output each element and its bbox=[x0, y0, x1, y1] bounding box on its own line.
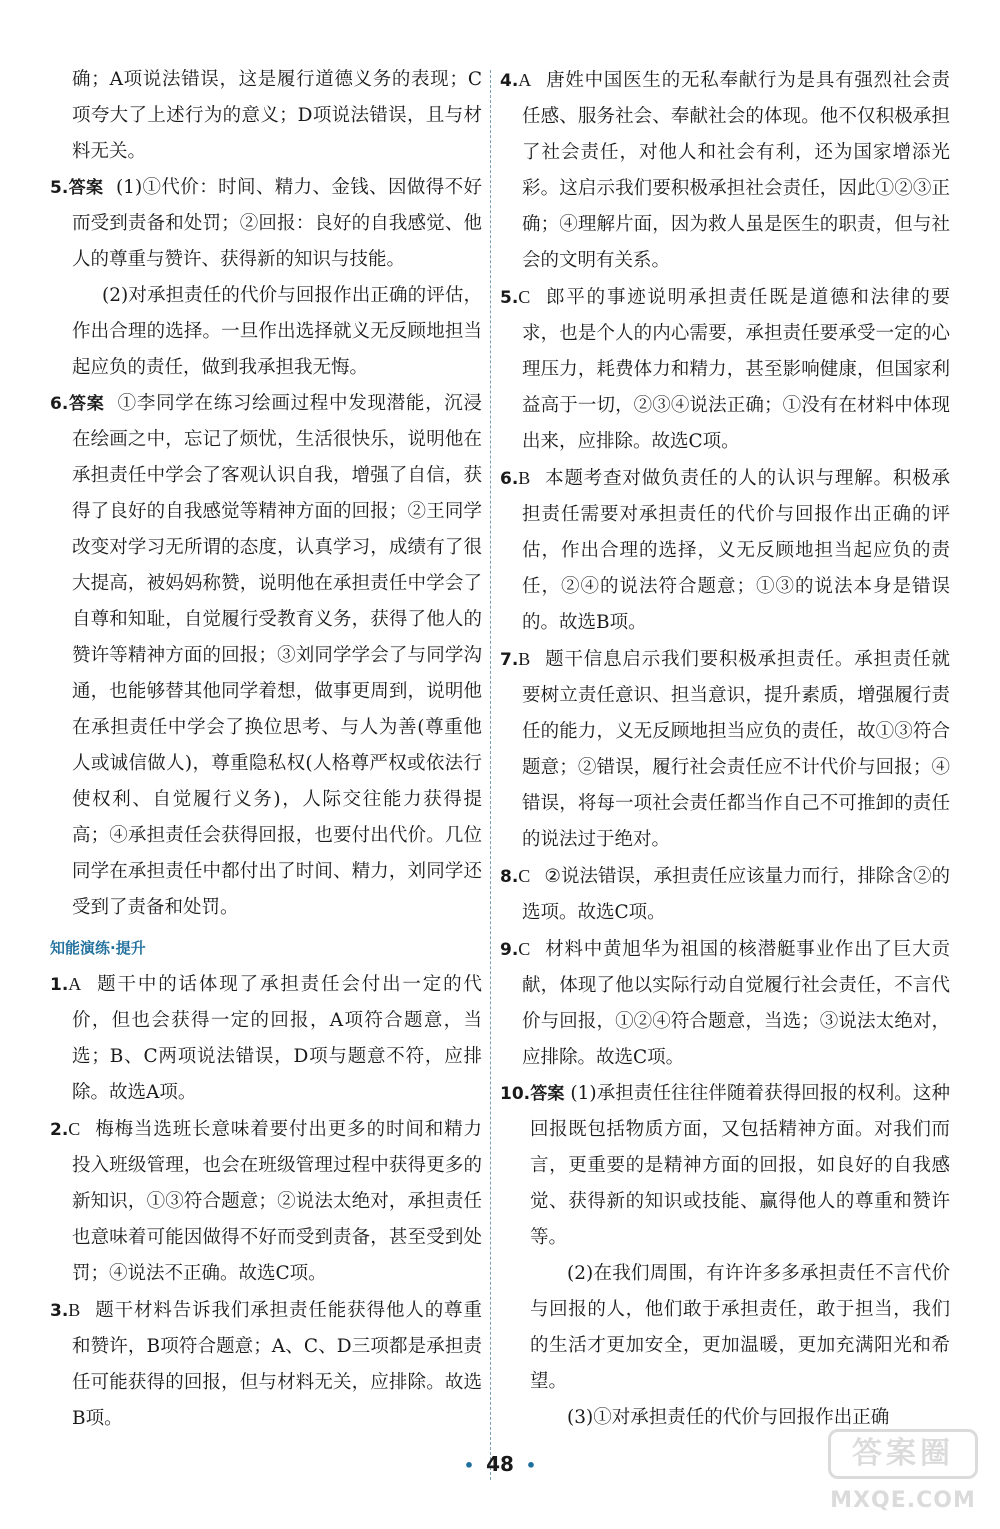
answer-explanation: 材料中黄旭华为祖国的核潜艇事业作出了巨大贡献，体现了他以实际行动自觉履行社会责任，不言代价与回报，①②④符合题意，当选；③说法太绝对，应排除。故选C项。 bbox=[522, 939, 950, 1068]
answer-item bbox=[500, 858, 950, 931]
answer-explanation: 本题考查对做负责任的人的认识与理解。积极承担责任需要对承担责任的代价与回报作出正确的评估，作出合理的选择，义无反顾地担当起应负的责任，②④的说法符合题意；①③的说法本身是错误的。故选B项。 bbox=[522, 468, 950, 633]
watermark-url: MXQE.COM bbox=[830, 1488, 976, 1513]
answer-10-part-2: (2)在我们周围，有许许多多承担责任不言代价与回报的人，他们敢于承担责任，敢于担当，我们的生活才更加安全，更加温暖，更加充满阳光和希望。 bbox=[530, 1263, 950, 1392]
question-number: 2. bbox=[50, 1120, 69, 1140]
question-number: 6. bbox=[500, 469, 519, 489]
answer-item bbox=[50, 1111, 482, 1292]
answer-explanation: ②说法错误，承担责任应该量力而行，排除含②的选项。故选C项。 bbox=[522, 866, 950, 923]
answer-option: B bbox=[68, 1300, 81, 1320]
column-divider bbox=[490, 70, 491, 1480]
answer-explanation: 题干中的话体现了承担责任会付出一定的代价，但也会获得一定的回报，A项符合题意，当选；B、C两项说法错误，D项与题意不符，应排除。故选A项。 bbox=[72, 974, 482, 1103]
answer-item bbox=[50, 1292, 482, 1437]
answer-6-text: ①李同学在练习绘画过程中发现潜能，沉浸在绘画之中，忘记了烦忧，生活很快乐，说明他在承担责任中学会了客观认识自我，增强了自信，获得了良好的自我感觉等精神方面的回报；②王同学改变对学习无所谓的态度，认真学习，成绩有了很大提高，被妈妈称赞，说明他在承担责任中学会了自尊和知耻，自觉履行受教育义务，获得了他人的赞许等精神方面的回报；③刘同学学会了与同学沟通，也能够替其他同学着想，做事更周到，说明他在承担责任中学会了换位思考、与人为善(尊重他人或诚信做人)，尊重隐私权(人格尊严权或依法行使权利、自觉履行义务)，人际交往能力获得提高；④承担责任会获得回报，也要付出代价。几位同学在承担责任中都付出了时间、精力，刘同学还受到了责备和处罚。 bbox=[72, 393, 483, 918]
question-number: 6. bbox=[50, 394, 69, 414]
answer-option: C bbox=[68, 1119, 81, 1139]
question-number: 5. bbox=[500, 288, 519, 308]
question-number: 10. bbox=[500, 1084, 531, 1104]
answer-option: A bbox=[68, 974, 82, 994]
answer-explanation: 唐姓中国医生的无私奉献行为是具有强烈社会责任感、服务社会、奉献社会的体现。他不仅积极承担了社会责任，对他人和社会有利，还为国家增添光彩。这启示我们要积极承担社会责任，因此①②③正确；④理解片面，因为救人虽是医生的职责，但与社会的文明有关系。 bbox=[522, 70, 950, 271]
answer-label: 答案 bbox=[68, 178, 104, 198]
continued-answer-text: 确；A项说法错误，这是履行道德义务的表现；C项夸大了上述行为的意义；D项说法错误，且与材料无关。 bbox=[72, 69, 482, 162]
answer-option: B bbox=[518, 468, 531, 488]
answer-explanation: 题干材料告诉我们承担责任能获得他人的尊重和赞许，B项符合题意；A、C、D三项都是承担责任可能获得的回报，但与材料无关，应排除。故选B项。 bbox=[72, 1300, 482, 1429]
question-number: 1. bbox=[50, 975, 69, 995]
answer-10-part-3: (3)①对承担责任的代价与回报作出正确 bbox=[567, 1407, 890, 1428]
answer-item bbox=[500, 279, 950, 460]
answer-item bbox=[500, 62, 950, 279]
answer-option: C bbox=[518, 287, 531, 307]
answer-item bbox=[500, 460, 950, 641]
section-title: 知能演练·提升 bbox=[50, 939, 146, 957]
bullet-dot-icon: • bbox=[525, 1456, 537, 1475]
answer-5 bbox=[50, 170, 482, 278]
answer-item bbox=[50, 966, 482, 1111]
answer-10 bbox=[500, 1076, 950, 1256]
page-number: 48 bbox=[486, 1452, 514, 1476]
question-number: 9. bbox=[500, 940, 519, 960]
question-number: 3. bbox=[50, 1301, 69, 1321]
answer-option: B bbox=[518, 649, 531, 669]
right-column bbox=[500, 62, 950, 1436]
answer-label: 答案 bbox=[68, 394, 105, 414]
answer-option: C bbox=[518, 939, 531, 959]
left-column bbox=[50, 62, 482, 1437]
answer-option: A bbox=[518, 70, 532, 90]
question-number: 8. bbox=[500, 867, 519, 887]
question-number: 7. bbox=[500, 650, 519, 670]
answer-item bbox=[500, 641, 950, 858]
answer-item bbox=[500, 931, 950, 1076]
question-number: 5. bbox=[50, 178, 69, 198]
watermark-text: 答案圈 bbox=[828, 1429, 978, 1479]
answer-explanation: 梅梅当选班长意味着要付出更多的时间和精力投入班级管理，也会在班级管理过程中获得更多的新知识，①③符合题意；②说法太绝对，承担责任也意味着可能因做得不好而受到责备，甚至受到处罚；④说法不正确。故选C项。 bbox=[72, 1119, 482, 1284]
answer-6 bbox=[50, 386, 482, 926]
watermark-logo bbox=[828, 1429, 978, 1513]
answer-explanation: 郎平的事迹说明承担责任既是道德和法律的要求，也是个人的内心需要，承担责任要承受一定的心理压力，耗费体力和精力，甚至影响健康，但国家利益高于一切，②③④说法正确；①没有在材料中体现出来，应排除。故选C项。 bbox=[522, 287, 950, 452]
bullet-dot-icon: • bbox=[463, 1456, 475, 1475]
question-number: 4. bbox=[500, 71, 519, 91]
answer-5-part-1: (1)①代价：时间、精力、金钱、因做得不好而受到责备和处罚；②回报：良好的自我感觉、他人的尊重与赞许、获得新的知识与技能。 bbox=[72, 177, 482, 270]
answer-5-part-2: (2)对承担责任的代价与回报作出正确的评估，作出合理的选择。一旦作出选择就义无反顾地担当起应负的责任，做到我承担我无悔。 bbox=[72, 285, 482, 378]
answer-label: 答案 bbox=[530, 1084, 565, 1104]
answer-10-part-1: (1)承担责任往往伴随着获得回报的权利。这种回报既包括物质方面，又包括精神方面。对我们而言，更重要的是精神方面的回报，如良好的自我感觉、获得新的知识或技能、赢得他人的尊重和赞许等。 bbox=[530, 1083, 950, 1248]
answer-option: C bbox=[518, 866, 531, 886]
answer-explanation: 题干信息启示我们要积极承担责任。承担责任就要树立责任意识、担当意识，提升素质，增强履行责任的能力，义无反顾地担当应负的责任，故①③符合题意；②错误，履行社会责任应不计代价与回报；④错误，将每一项社会责任都当作自己不可推卸的责任的说法过于绝对。 bbox=[522, 649, 950, 850]
